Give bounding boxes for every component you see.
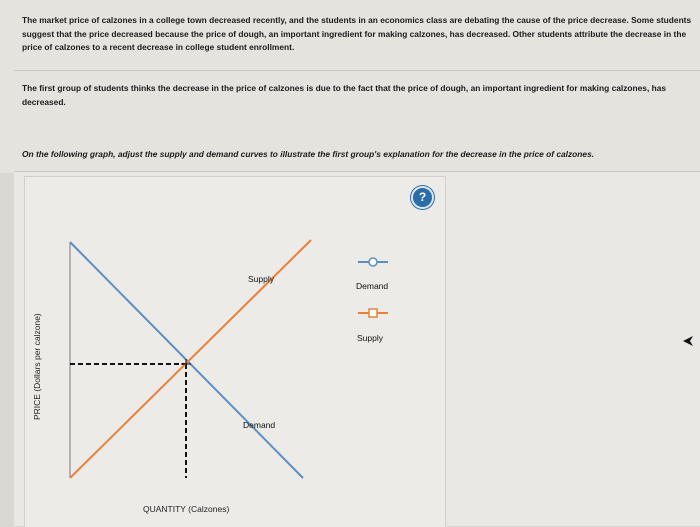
demand-curve-label: Demand — [243, 420, 276, 430]
x-axis-label: QUANTITY (Calzones) — [143, 504, 230, 514]
instruction-paragraph: On the following graph, adjust the supply and demand curves to illustrate the first group's explanation for the decrease in the price of calzones. — [22, 149, 595, 159]
supply-curve-label: Supply — [248, 274, 274, 284]
mouse-cursor-icon — [682, 335, 694, 347]
y-axis-label: PRICE (Dollars per calzone) — [32, 313, 42, 420]
square-marker-icon — [369, 309, 377, 317]
legend-demand-label: Demand — [356, 281, 389, 291]
help-button[interactable]: ? — [411, 186, 434, 209]
legend-demand-tool[interactable] — [358, 258, 388, 266]
question-paragraph-2: The first group of students thinks the decrease in the price of calzones is due to the fact that the price of dough, an important ingredient for making calzones, has decreased. — [22, 83, 667, 107]
question-paragraph-1: The market price of calzones in a college town decreased recently, and the students in an economics class are debating the cause of the price decrease. Some students suggest that the price decreased because the price of dough, an important ingredient for making calzones, has decreased. Other students attribute the decrease in the price of calzones to a recent decrease in college student enrollment. — [22, 15, 692, 52]
legend-supply-label: Supply — [357, 333, 383, 343]
supply-curve[interactable] — [70, 240, 311, 478]
circle-marker-icon — [369, 258, 377, 266]
legend-supply-tool[interactable] — [358, 309, 388, 317]
